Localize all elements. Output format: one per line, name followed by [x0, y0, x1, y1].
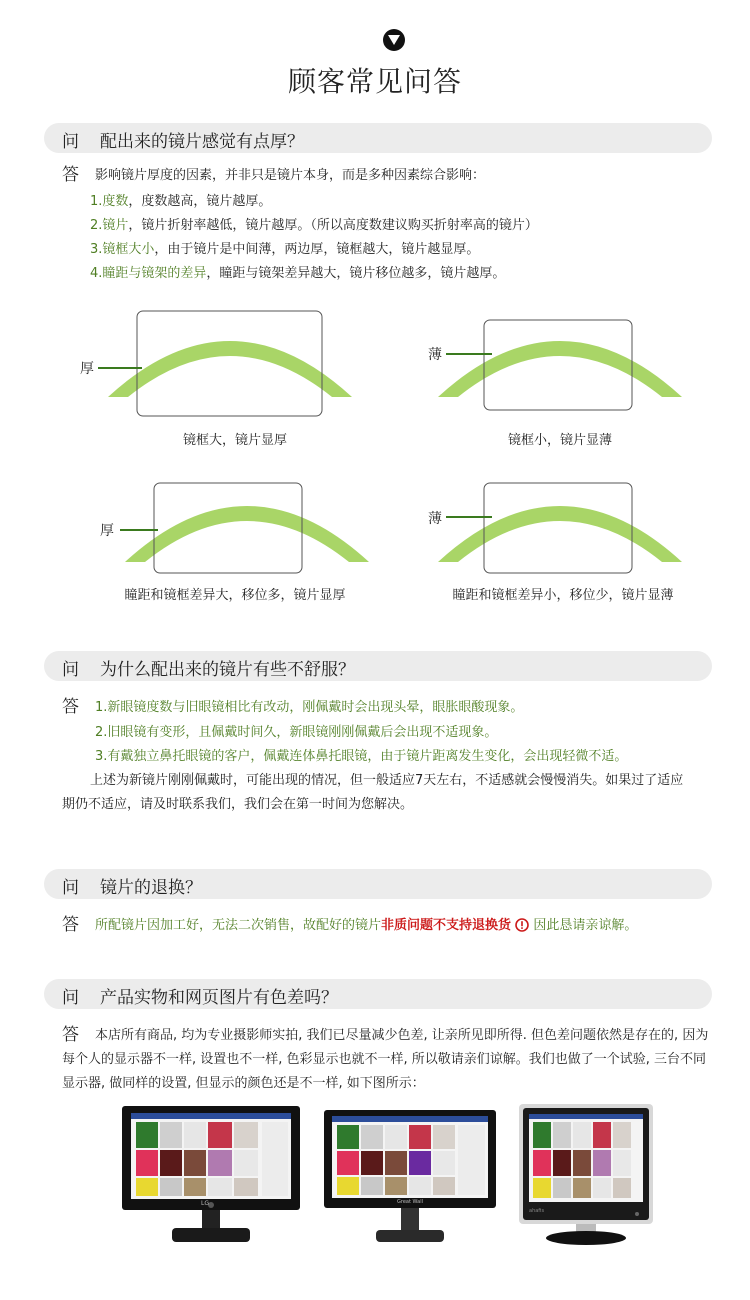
monitor-brand: LG — [201, 1200, 209, 1207]
answer-item: 1.新眼镜度数与旧眼镜相比有改动，刚佩戴时会出现头晕，眼胀眼酸现象。 — [95, 700, 524, 715]
answer-item — [90, 214, 538, 233]
lens-diagram-thick-offset — [120, 483, 369, 573]
answer-summary: 上述为新镜片刚刚佩戴时，可能出现的情况，但一般适应7天左右，不适感就会慢慢消失。如果过了适应 — [90, 773, 684, 788]
monitor-image-2 — [324, 1110, 496, 1244]
answer-item — [90, 238, 479, 257]
down-arrow-circle-icon — [383, 29, 405, 51]
answer-intro: 影响镜片厚度的因素，并非只是镜片本身，而是多种因素综合影响： — [95, 168, 486, 183]
item-text: ，瞳距与镜架差异越大，镜片移位越多，镜片越厚。 — [206, 266, 506, 281]
answer-item: 2.旧眼镜有变形，且佩戴时间久，新眼镜刚刚佩戴后会出现不适现象。 — [95, 725, 498, 740]
return-policy — [95, 914, 637, 936]
monitor-image-1 — [122, 1106, 300, 1246]
question-mark: 问 — [62, 988, 79, 1008]
answer-mark: 答 — [62, 165, 79, 185]
lens-diagram-thick-big-frame — [98, 311, 352, 416]
item-key: 1.度数 — [90, 194, 129, 209]
thick-label: 厚 — [80, 361, 94, 377]
question-mark: 问 — [62, 660, 79, 680]
diagram-caption: 瞳距和镜框差异小，移位少，镜片显薄 — [452, 588, 674, 603]
monitor-brand: Great Wall — [397, 1199, 423, 1205]
item-text: ，镜片折射率越低，镜片越厚。（所以高度数建议购买折射率高的镜片） — [128, 218, 538, 233]
question-text: 镜片的退换？ — [100, 878, 202, 898]
question-bar-3 — [44, 869, 712, 899]
thin-label: 薄 — [428, 347, 442, 363]
lens-diagram-thin-offset — [438, 483, 682, 573]
lens-thickness-diagrams — [0, 300, 750, 620]
question-bar-2 — [44, 651, 712, 681]
policy-text: 因此恳请亲谅解。 — [533, 918, 638, 933]
answer-mark: 答 — [62, 1025, 79, 1045]
question-bar-4 — [44, 979, 712, 1009]
thick-label: 厚 — [100, 523, 114, 539]
question-text: 配出来的镜片感觉有点厚？ — [100, 132, 304, 152]
answer-mark: 答 — [62, 697, 79, 717]
policy-warning: 非质问题不支持退换货 — [381, 918, 512, 933]
answer-text: 显示器, 做同样的设置, 但显示的颜色还是不一样, 如下图所示： — [62, 1076, 425, 1091]
answer-item — [90, 190, 271, 209]
question-text: 为什么配出来的镜片有些不舒服？ — [100, 660, 355, 680]
page-title: 顾客常见问答 — [287, 65, 462, 98]
lens-diagram-thin-small-frame — [438, 320, 682, 410]
item-text: ，由于镜片是中间薄，两边厚，镜框越大，镜片越显厚。 — [154, 242, 480, 257]
answer-item: 3.有戴独立鼻托眼镜的客户，佩戴连体鼻托眼镜，由于镜片距离发生变化，会出现轻微不适。 — [95, 749, 628, 764]
thin-label: 薄 — [428, 511, 442, 527]
monitor-image-3 — [519, 1104, 653, 1246]
item-key: 4.瞳距与镜架的差异 — [90, 266, 207, 281]
question-mark: 问 — [62, 132, 79, 152]
diagram-caption: 镜框小，镜片显薄 — [507, 433, 612, 448]
answer-text: 本店所有商品, 均为专业摄影师实拍, 我们已尽量减少色差, 让亲所见即所得. 但色差问题依然是存在的, 因为 — [95, 1028, 709, 1043]
question-text: 产品实物和网页图片有色差吗？ — [100, 988, 338, 1008]
item-key: 2.镜片 — [90, 218, 129, 233]
monitor-brand: ahafis — [529, 1208, 545, 1214]
answer-text: 每个人的显示器不一样, 设置也不一样, 色彩显示也就不一样, 所以敬请亲们谅解。我们也做了一个试验, 三台不同 — [62, 1052, 707, 1067]
question-bar-1 — [44, 123, 712, 153]
exclamation-circle-icon — [515, 918, 529, 936]
answer-mark: 答 — [62, 915, 79, 935]
question-mark: 问 — [62, 878, 79, 898]
answer-item — [90, 262, 505, 281]
item-key: 3.镜框大小 — [90, 242, 155, 257]
diagram-caption: 镜框大，镜片显厚 — [182, 433, 287, 448]
item-text: ，度数越高，镜片越厚。 — [128, 194, 272, 209]
policy-text: 所配镜片因加工好，无法二次销售，故配好的镜片 — [95, 918, 382, 933]
diagram-caption: 瞳距和镜框差异大，移位多，镜片显厚 — [124, 588, 346, 603]
answer-summary: 期仍不适应，请及时联系我们，我们会在第一时间为您解决。 — [62, 797, 414, 812]
